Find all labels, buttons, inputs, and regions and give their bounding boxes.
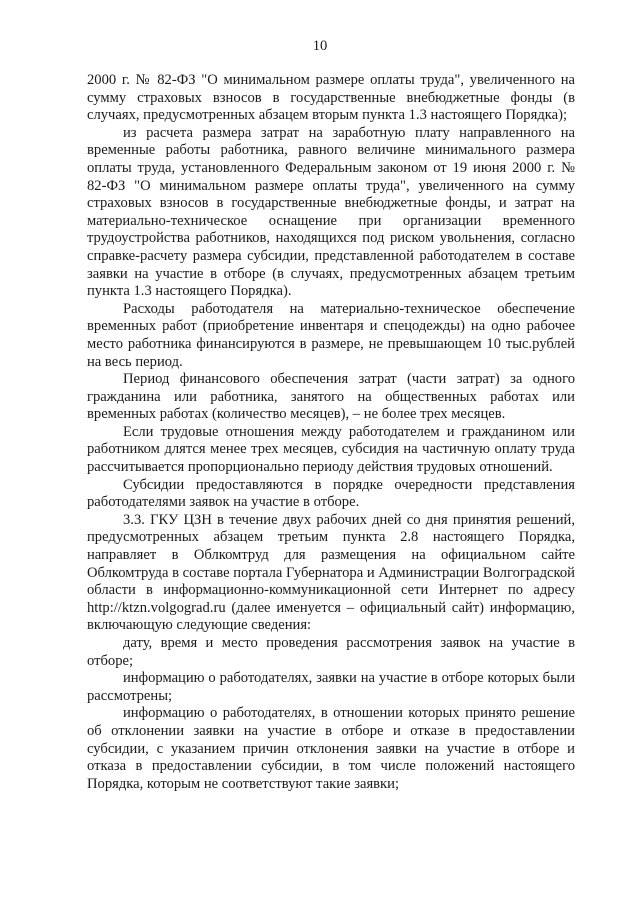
paragraph-7: 3.3. ГКУ ЦЗН в течение двух рабочих дней со дня принятия решений, предусмотренных абзацем третьим пункта 2.8 настоящего Порядка, направляет в Облкомтруд для размещения на официальном сайте Облкомтруда в составе портала Губернатора и Администрации Волгоградской области в информационно-коммуникационной сети Интернет по адресу http://ktzn.volgograd.ru (далее именуется – официальный сайт) информацию, включающую следующие сведения: (87, 511, 575, 634)
paragraph-2: из расчета размера затрат на заработную плату направленного на временные работы работника, равного величине минимального размера оплаты труда, установленного Федеральным законом от 19 июня 2000 г. № 82-ФЗ "О минимальном размере оплаты труда", увеличенного на сумму страховых взносов в государственные внебюджетные фонды, и затрат на материально-техническое оснащение при организации временного трудоустройства работников, находящихся под риском увольнения, согласно справке-расчету размера субсидии, представленной работодателем в составе заявки на участие в отборе (в случаях, предусмотренных абзацем третьим пункта 1.3 настоящего Порядка). (87, 124, 575, 300)
paragraph-8: дату, время и место проведения рассмотрения заявок на участие в отборе; (87, 635, 575, 669)
paragraph-9: информацию о работодателях, заявки на участие в отборе которых были рассмотрены; (87, 670, 575, 704)
paragraph-3: Расходы работодателя на материально-техническое обеспечение временных работ (приобретение инвентаря и спецодежды) на одно рабочее место работника финансируются в размере, не превышающем 10 тыс.рублей на весь период. (87, 300, 575, 370)
paragraph-6: Субсидии предоставляются в порядке очередности представления работодателями заявок на участие в отборе. (87, 476, 575, 511)
paragraph-1: 2000 г. № 82-ФЗ "О минимальном размере оплаты труда", увеличенного на сумму страховых взносов в государственные внебюджетные фонды (в случаях, предусмотренных абзацем вторым пункта 1.3 настоящего Порядка); (87, 72, 575, 124)
page-number: 10 (312, 38, 328, 54)
paragraph-10: информацию о работодателях, в отношении которых принято решение об отклонении заявки на участие в отборе и отказе в предоставлении субсидии, с указанием причин отклонения заявки на участие в отборе и отказа в предоставлении субсидии, в том числе положений настоящего Порядка, которым не соответствуют такие заявки; (87, 705, 575, 792)
document-body (87, 72, 575, 793)
paragraph-4: Период финансового обеспечения затрат (части затрат) за одного гражданина или работника, занятого на общественных работах или временных работах (количество месяцев), – не более трех месяцев. (87, 371, 575, 423)
paragraph-5: Если трудовые отношения между работодателем и гражданином или работником длятся менее трех месяцев, субсидия на частичную оплату труда рассчитывается пропорционально периоду действия трудовых отношений. (87, 423, 575, 476)
